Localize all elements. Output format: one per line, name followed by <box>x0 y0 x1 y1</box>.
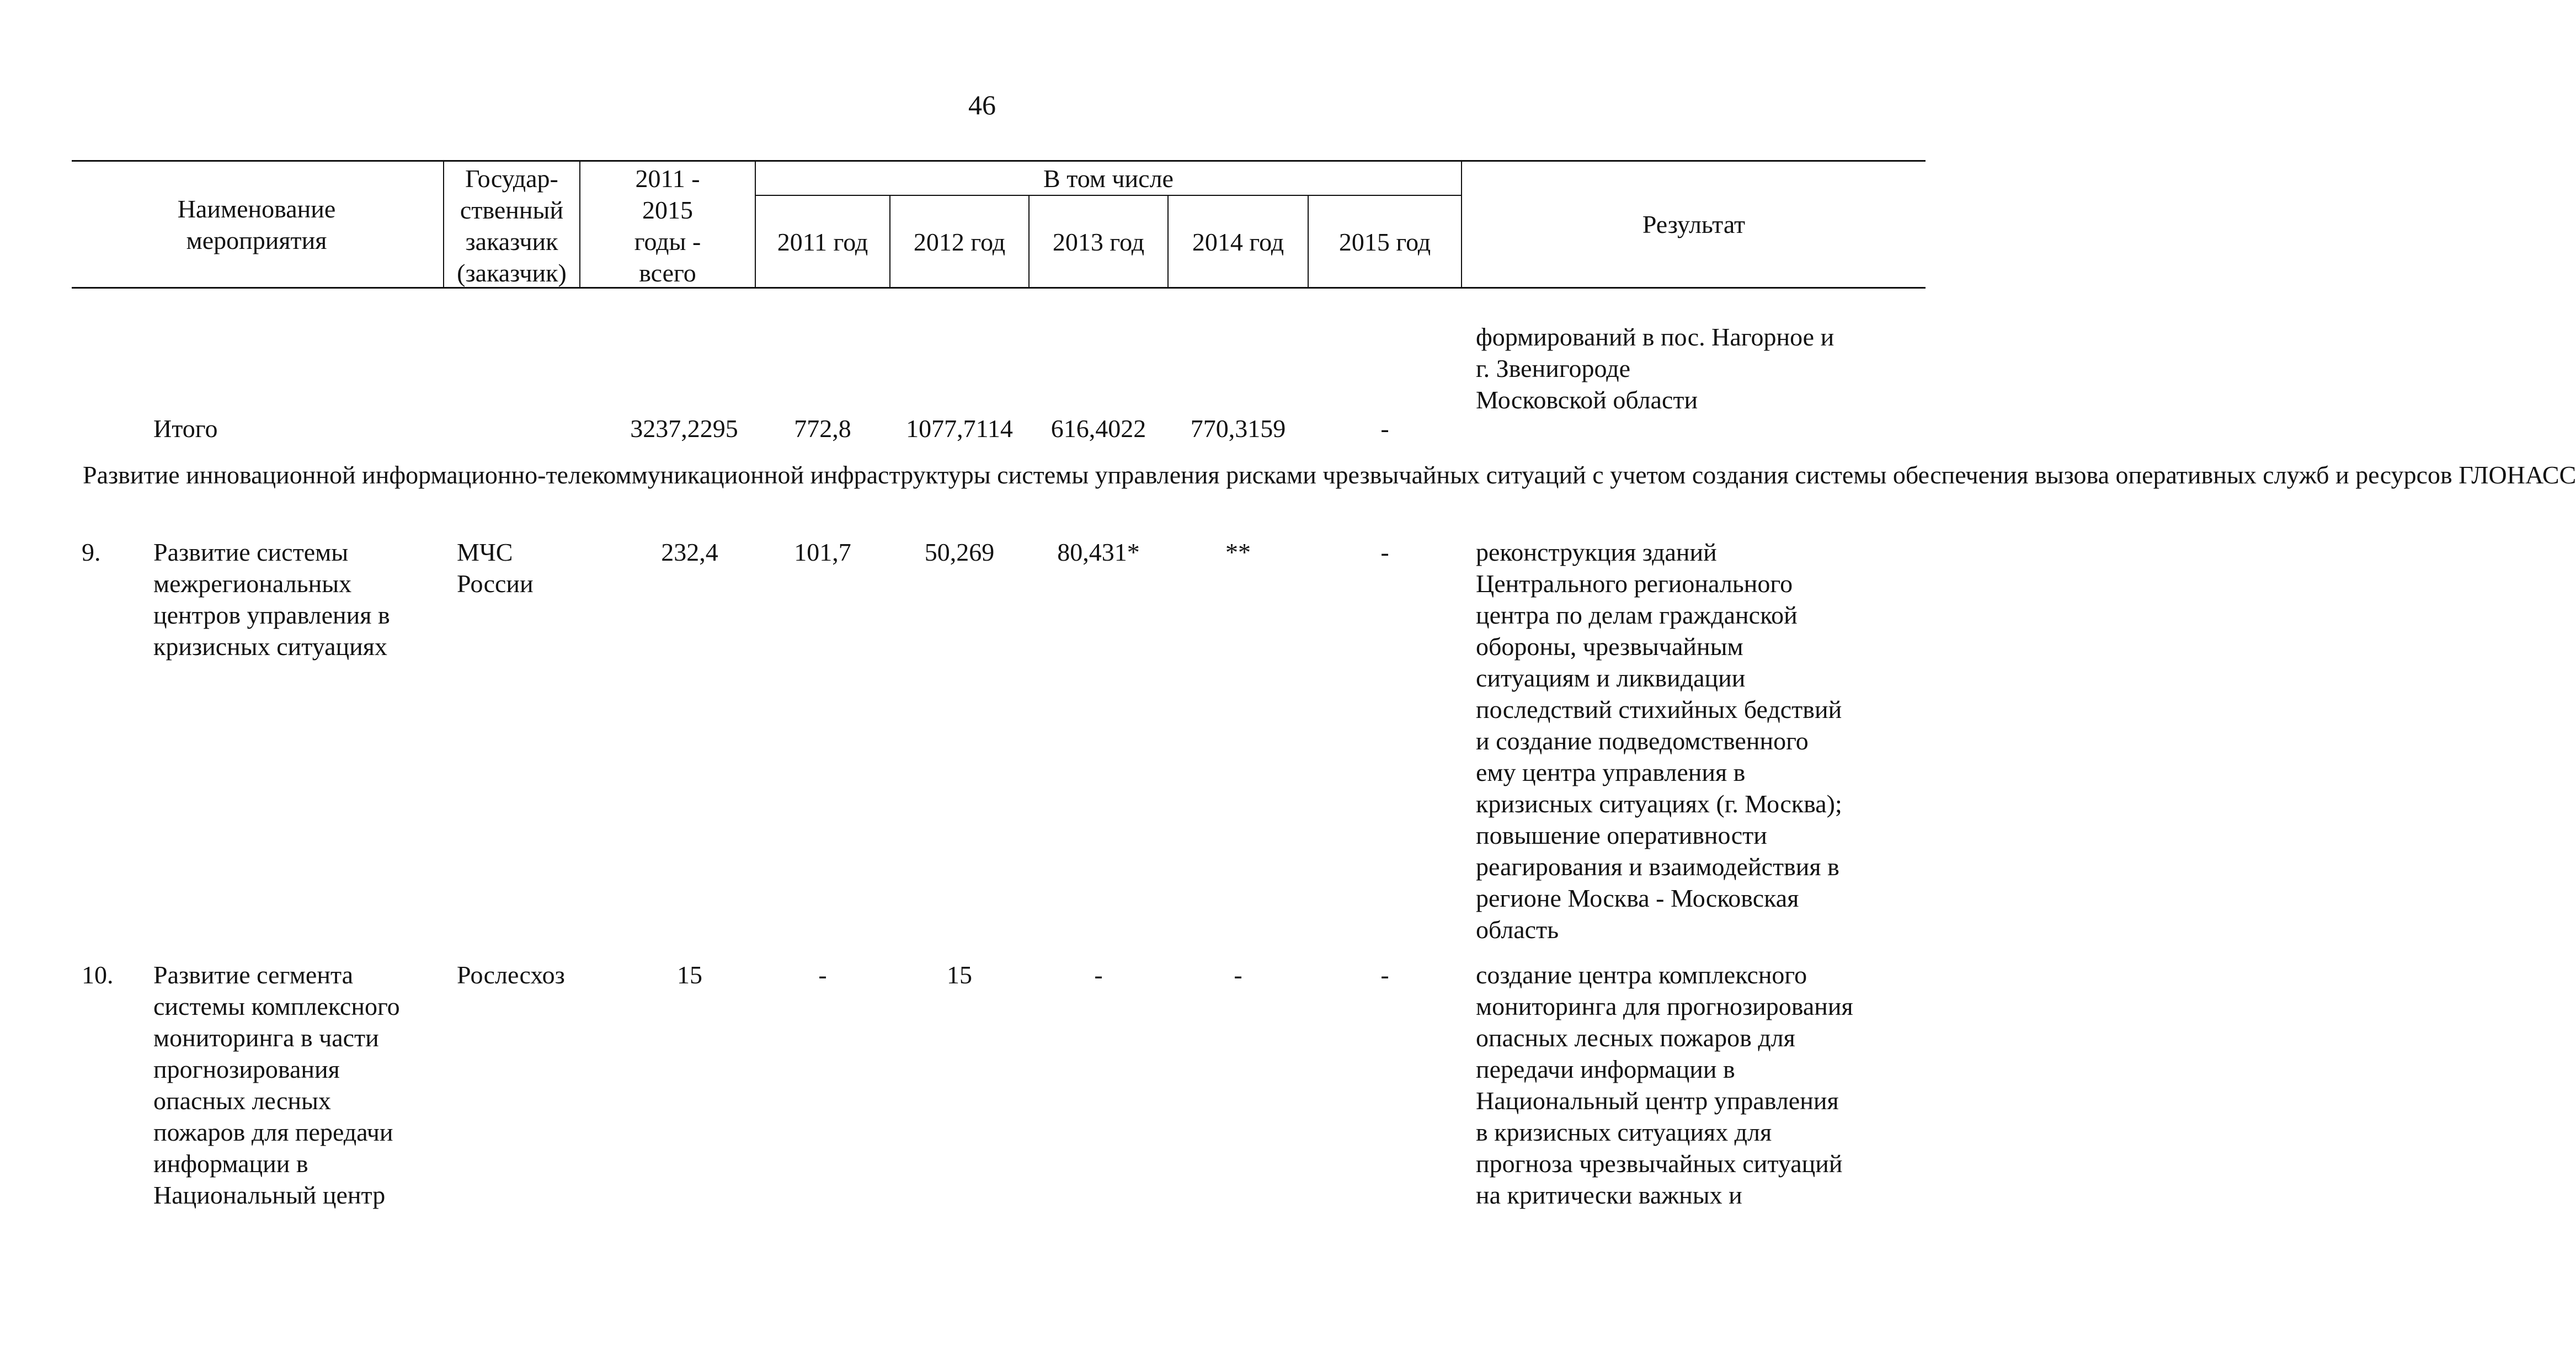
header-year: 2011 год <box>777 228 868 256</box>
total-2014: 770,3159 <box>1190 414 1286 443</box>
header-name: Наименование мероприятия <box>177 195 336 254</box>
row-2013: 80,431* <box>1057 538 1140 566</box>
total-label: Итого <box>153 414 218 443</box>
row-name: Развитие сегмента системы комплексного мониторинга в части прогнозирования опасных лесных пожаров для передачи информации в Национальный центр <box>153 961 400 1209</box>
header-including: В том числе <box>1043 164 1174 193</box>
subheader-rule <box>755 195 1461 196</box>
page-number: 46 <box>968 89 996 120</box>
header-result: Результат <box>1642 210 1746 238</box>
row-result: создание центра комплексного мониторинга для прогнозирования опасных лесных пожаров для передачи информации в Национальный центр управления в кризисных ситуациях для прогноза чрезвычайных ситуаций на критически важных и <box>1476 961 1853 1209</box>
row-2011: - <box>818 961 827 989</box>
row-2014: - <box>1234 961 1242 989</box>
row-2012: 50,269 <box>924 538 995 566</box>
row-customer: МЧС России <box>457 538 534 598</box>
row-number: 10. <box>82 961 114 989</box>
row-2014: ** <box>1225 538 1251 566</box>
row-name: Развитие системы межрегиональных центров управления в кризисных ситуациях <box>153 538 390 661</box>
total-sum: 3237,2295 <box>630 414 738 443</box>
total-2012: 1077,7114 <box>906 414 1013 443</box>
header-bottom-rule <box>72 287 1926 289</box>
total-2015: - <box>1380 414 1389 443</box>
section-title: Развитие инновационной информационно-телекоммуникационной инфраструктуры системы управления рисками чрезвычайных ситуаций с учетом создания системы обеспечения вызова оперативных служб и ресурсов ГЛОНАСС <box>83 461 2576 489</box>
row-2012: 15 <box>947 961 972 989</box>
row-result: реконструкция зданий Центрального регионального центра по делам гражданской обороны, чрезвычайным ситуациям и ликвидации последствий стихийных бедствий и создание подведомственного ему центра управления в кризисных ситуациях (г. Москва); повышение оперативности реагирования и взаимодействия в регионе Москва - Московская область <box>1476 538 1842 944</box>
row-2015: - <box>1380 961 1389 989</box>
header-total: 2011 - 2015 годы - всего <box>634 164 701 287</box>
header-year: 2012 год <box>913 228 1006 256</box>
row-2011: 101,7 <box>794 538 851 566</box>
header-year: 2015 год <box>1338 228 1431 256</box>
header-customer: Государ- ственный заказчик (заказчик) <box>457 164 567 287</box>
row-customer: Рослесхоз <box>457 961 565 989</box>
row-2015: - <box>1380 538 1389 566</box>
carry-over-result: формирований в пос. Нагорное и г. Звенигороде Московской области <box>1476 323 1834 414</box>
total-2011: 772,8 <box>794 414 851 443</box>
header-year: 2014 год <box>1192 228 1284 256</box>
row-2013: - <box>1094 961 1103 989</box>
row-total: 232,4 <box>661 538 718 566</box>
row-number: 9. <box>82 538 101 566</box>
header-top-rule <box>72 160 1926 162</box>
header-year: 2013 год <box>1052 228 1145 256</box>
total-2013: 616,4022 <box>1050 414 1146 443</box>
row-total: 15 <box>677 961 702 989</box>
